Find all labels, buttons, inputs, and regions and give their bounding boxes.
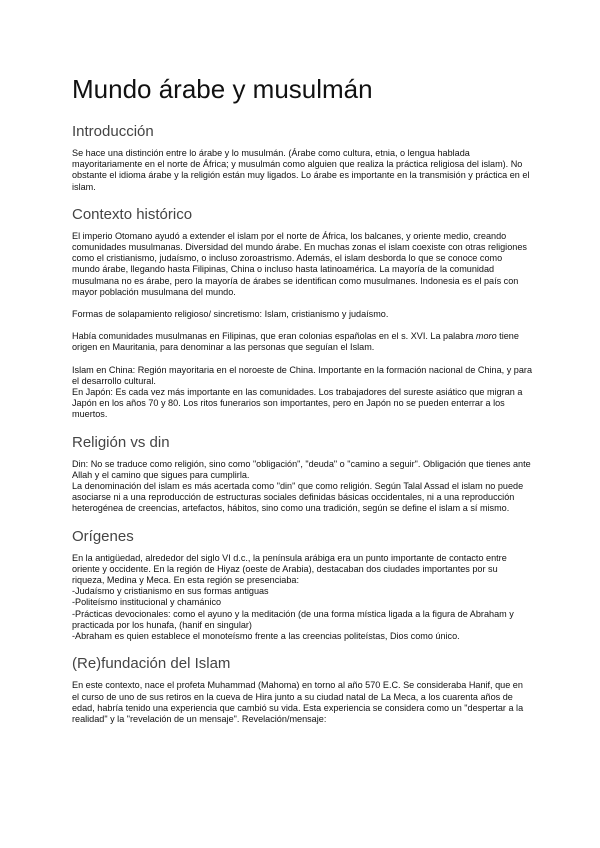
paragraph: Formas de solapamiento religioso/ sincretismo: Islam, cristianismo y judaísmo. xyxy=(72,309,389,320)
page-title: Mundo árabe y musulmán xyxy=(72,74,373,104)
section-heading: Contexto histórico xyxy=(72,205,193,223)
list-item: -Politeísmo institucional y chamánico xyxy=(72,597,222,608)
paragraph: Islam en China: Región mayoritaria en el noroeste de China. Importante en la formación nacional de China, y para el desarrollo cultural. xyxy=(72,364,532,386)
section-introduccion xyxy=(72,123,532,193)
list-item: -Prácticas devocionales: como el ayuno y la meditación (de una forma mística ligada a la figura de Abraham y practicada por los hunafa, (hanif en singular) xyxy=(72,608,514,630)
paragraph: En este contexto, nace el profeta Muhammad (Mahoma) en torno al año 570 E.C. Se consideraba Hanif, que en el curso de uno de sus retiros en la cueva de Hira junto a su ciudad natal de La Meca, a los cuarenta años de edad, habría tenido una experiencia que cambió su vida. Esta experiencia se considera como un "despertar a la realidad" y la "revelación de un mensaje". Revelación/mensaje: xyxy=(72,680,524,724)
section-contexto-historico xyxy=(72,206,532,421)
italic-word: moro xyxy=(475,331,497,342)
paragraph-filipinas xyxy=(72,331,532,353)
section-heading: (Re)fundación del Islam xyxy=(72,655,231,673)
document-page xyxy=(72,74,532,738)
section-refundacion-islam xyxy=(72,655,532,725)
section-origenes xyxy=(72,528,532,643)
paragraph: Se hace una distinción entre lo árabe y lo musulmán. (Árabe como cultura, etnia, o lengua hablada mayoritariamente en el norte de África; y musulmán como alguien que realiza la práctica religiosa del islam). No obstante el idioma árabe y la religión están muy ligados. Lo árabe es importante en la transmisión y práctica en el islam. xyxy=(72,148,530,192)
paragraph: En la antigüedad, alrededor del siglo VI d.c., la península arábiga era un punto importante de contacto entre oriente y occidente. En la región de Hiyaz (oeste de Arabia), destacaban dos ciudades importantes por su riqueza, Medina y Meca. En esta región se presenciaba: xyxy=(72,552,507,586)
paragraph: El imperio Otomano ayudó a extender el islam por el norte de África, los balcanes, y oriente medio, creando comunidades musulmanas. Diversidad del mundo árabe. En muchas zonas el islam coexiste con otras religiones como el cristianismo, judaísmo, o incluso zoroastrismo. Además, el islam desborda lo que se conoce como mundo árabe, llegando hasta Filipinas, China o incluso hasta latinoamérica. La mayoría de la comunidad musulmana no es árabe, pero la mayoría de árabes se identifican como musulmanes. Indonesia es el país con mayor población musulmana del mundo. xyxy=(72,230,527,297)
paragraph: En Japón: Es cada vez más importante en las comunidades. Los trabajadores del sureste asiático que migran a Japón en los años 70 y 80. Los ritos funerarios son importantes, pero en Japón no se pueden enterrar a los muertos. xyxy=(72,387,523,420)
list-item: -Judaísmo y cristianismo en sus formas antiguas xyxy=(72,586,269,597)
section-heading: Religión vs din xyxy=(72,433,170,451)
section-religion-vs-din xyxy=(72,434,532,515)
list-item: -Abraham es quien establece el monoteísmo frente a las creencias politeístas, Dios como único. xyxy=(72,631,460,642)
section-heading: Introducción xyxy=(72,123,154,140)
paragraph-text: Había comunidades musulmanas en Filipinas, que eran colonias españolas en el s. XVI. La palabra xyxy=(72,331,474,342)
paragraph: Din: No se traduce como religión, sino como "obligación", "deuda" o "camino a seguir". Obligación que tienes ante Allah y el camino que sigues para cumplirla. xyxy=(72,458,531,480)
paragraph: La denominación del islam es más acertada como "din" que como religión. Según Talal Assad el islam no puede asociarse ni a una reproducción de estructuras sociales definidas básicas occidentales, ni a una reproducción heterogénea de creencias, artefactos, hábitos, sino como una tradición, según se define el islam a sí mismo. xyxy=(72,481,524,514)
section-heading: Orígenes xyxy=(72,527,134,545)
paragraph-text: tiene origen en Mauritania, para denominar a las personas que seguían el Islam. xyxy=(72,331,519,353)
